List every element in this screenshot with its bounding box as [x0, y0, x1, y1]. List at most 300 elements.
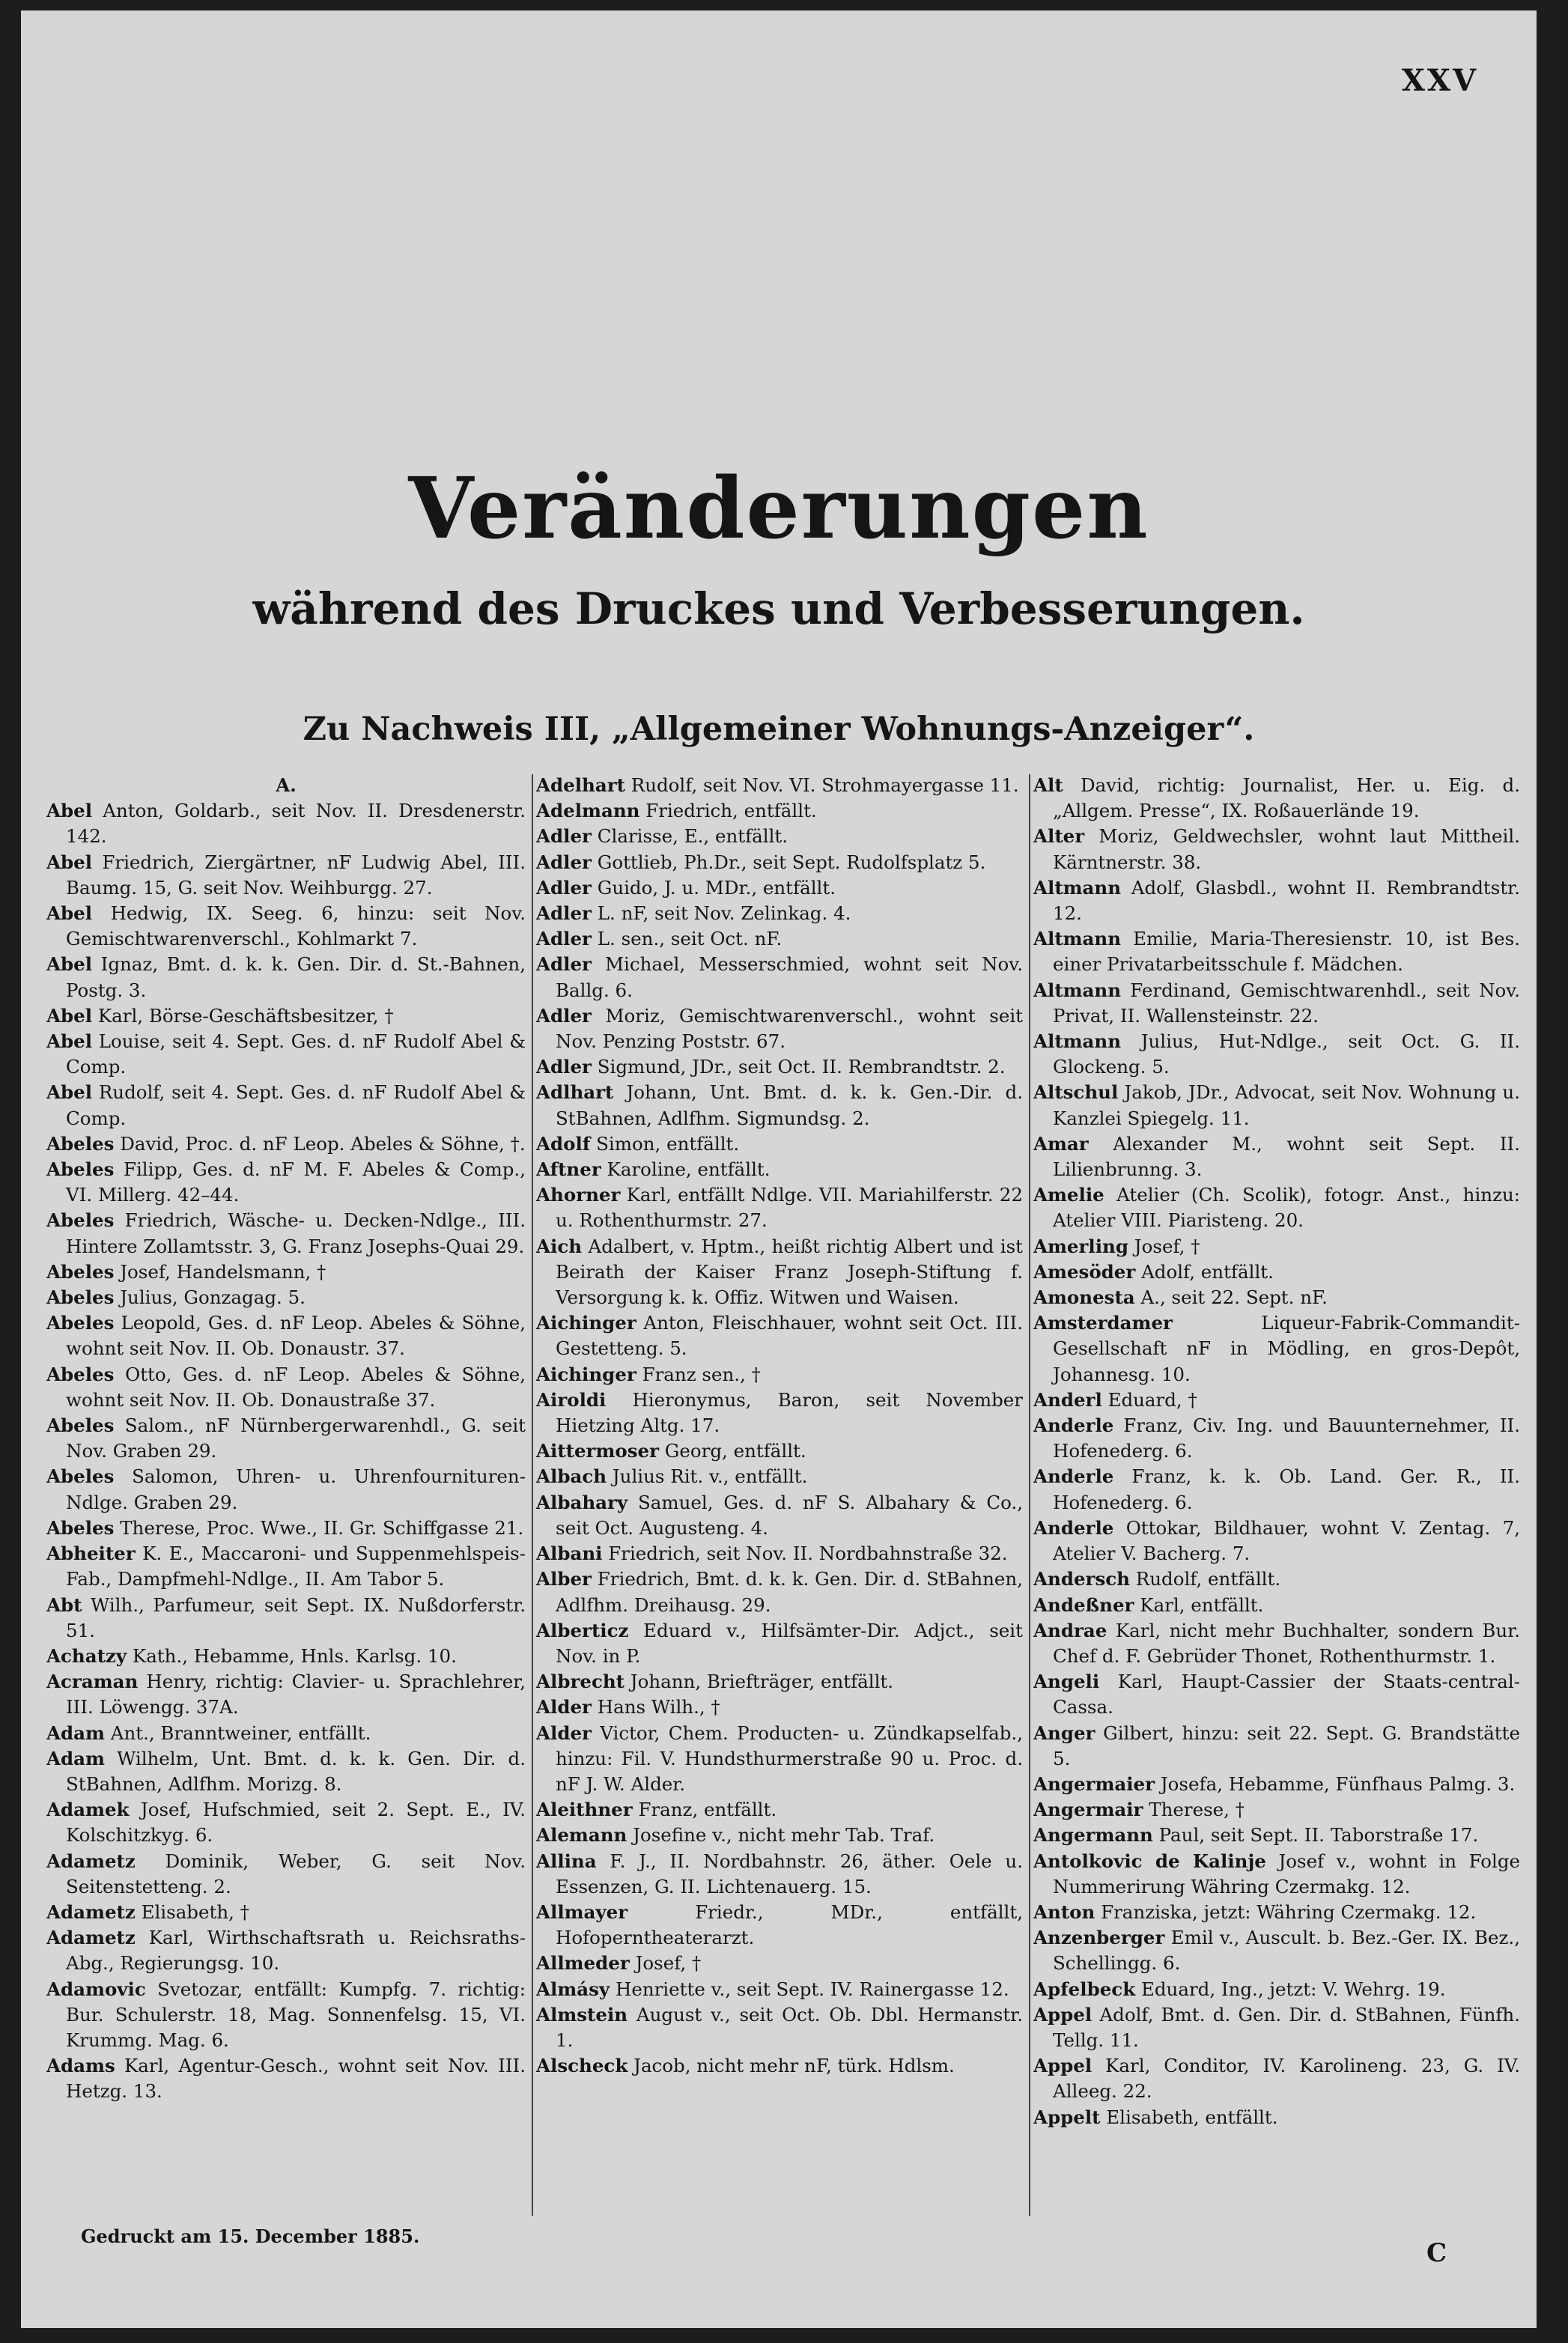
entry-name: Anderle [1033, 1465, 1114, 1488]
entry-name: Adamovic [46, 1978, 146, 2000]
entry-name: Aleithner [536, 1799, 633, 1821]
section-letter: A. [276, 774, 297, 796]
directory-entry [1033, 1310, 1520, 1388]
directory-entry [1033, 1080, 1520, 1131]
entry-name: Adametz [46, 1850, 136, 1872]
directory-entry [1033, 978, 1520, 1029]
directory-entry [1033, 1900, 1520, 1925]
directory-entry [536, 1131, 1023, 1157]
entry-text: Hedwig, IX. Seeg. 6, hinzu: seit Nov. Gemischtwarenverschl., Kohlmarkt 7. [66, 902, 526, 950]
entry-text: Wilhelm, Unt. Bmt. d. k. k. Gen. Dir. d. StBahnen, Adlfhm. Morizg. 8. [66, 1747, 526, 1795]
directory-entry [536, 1182, 1023, 1233]
entry-text: August v., seit Oct. Ob. Dbl. Hermanstr. 1. [556, 2003, 1023, 2051]
entry-name: Amonesta [1033, 1286, 1135, 1309]
page-title: Veränderungen [408, 460, 1149, 558]
entry-text: Victor, Chem. Producten- u. Zündkapselfab., hinzu: Fil. V. Hundsthurmerstraße 90 u. Proc. d. nF J. W. Alder. [556, 1721, 1023, 1795]
column-2-entries [536, 773, 1023, 2079]
directory-entry [1033, 1849, 1520, 1900]
entry-text: Johann, Briefträger, entfällt. [630, 1671, 894, 1693]
directory-entry [46, 1644, 526, 1669]
entry-text: Karl, Haupt-Cassier der Staats-central-Cassa. [1053, 1671, 1520, 1718]
directory-entry [46, 1259, 526, 1285]
entry-text: K. E., Maccaroni- und Suppenmehlspeis-Fab., Dampfmehl-Ndlge., II. Am Tabor 5. [66, 1543, 526, 1590]
entry-text: Sigmund, JDr., seit Oct. II. Rembrandtstr. 2. [597, 1056, 1006, 1078]
directory-entry [1033, 1566, 1520, 1592]
entry-text: Julius Rit. v., entfällt. [612, 1465, 808, 1488]
entry-text: Josef, Hufschmied, seit 2. Sept. E., IV. Kolschitzkyg. 6. [66, 1799, 526, 1847]
entry-text: Franz sen., † [642, 1363, 761, 1385]
directory-entry [46, 1669, 526, 1720]
entry-name: Appel [1033, 2055, 1093, 2077]
entry-text: Moriz, Gemischtwarenverschl., wohnt seit Nov. Penzing Poststr. 67. [556, 1004, 1023, 1053]
entry-name: Abeles [46, 1158, 115, 1181]
entry-text: Julius, Hut-Ndlge., seit Oct. G. II. Glockeng. 5. [1053, 1030, 1520, 1078]
entry-text: Friedrich, Bmt. d. k. k. Gen. Dir. d. StBahnen, Adlfhm. Dreihausg. 29. [556, 1568, 1023, 1616]
entry-name: Adam [46, 1721, 105, 1744]
entry-name: Abt [46, 1593, 82, 1616]
entry-text: Therese, † [1149, 1799, 1245, 1821]
entry-text: Josef, † [1134, 1235, 1200, 1257]
directory-entry [536, 1234, 1023, 1311]
entry-name: Ahorner [536, 1184, 621, 1206]
entry-name: Abel [46, 851, 93, 873]
entry-name: Altmann [1033, 928, 1122, 950]
directory-entry [46, 1746, 526, 1797]
entry-text: Filipp, Ges. d. nF M. F. Abeles & Comp., VI. Millerg. 42–44. [66, 1158, 526, 1206]
entry-text: Karl, Börse-Geschäftsbesitzer, † [97, 1004, 394, 1027]
entry-text: Michael, Messerschmied, wohnt seit Nov. Ballg. 6. [556, 953, 1023, 1001]
entry-name: Adler [536, 1004, 592, 1027]
entry-name: Anderle [1033, 1414, 1114, 1437]
entry-text: Karoline, entfällt. [607, 1158, 771, 1181]
entry-name: Abeles [46, 1414, 115, 1437]
directory-entry [536, 1669, 1023, 1695]
directory-entry [46, 952, 526, 1003]
entry-name: Altmann [1033, 979, 1122, 1001]
entry-name: Adler [536, 953, 592, 976]
directory-entry [536, 901, 1023, 926]
directory-entry [1033, 1234, 1520, 1259]
entry-text: Ottokar, Bildhauer, wohnt V. Zentag. 7, Atelier V. Bacherg. 7. [1053, 1516, 1520, 1565]
printed-date-note: Gedruckt am 15. December 1885. [81, 2225, 420, 2247]
directory-entry [1033, 1977, 1520, 2002]
entry-name: Alter [1033, 825, 1085, 848]
entry-name: Abel [46, 902, 93, 925]
directory-entry [536, 1388, 1023, 1438]
entry-text: Gilbert, hinzu: seit 22. Sept. G. Brandstätte 5. [1053, 1721, 1520, 1769]
entry-text: Franz, Civ. Ing. und Bauunternehmer, II. Hofenederg. 6. [1053, 1414, 1520, 1462]
entry-name: Abeles [46, 1465, 115, 1488]
entry-text: Ignaz, Bmt. d. k. k. Gen. Dir. d. St.-Bahnen, Postg. 3. [66, 953, 526, 1001]
entry-text: Franz, k. k. Ob. Land. Ger. R., II. Hofenederg. 6. [1053, 1465, 1520, 1513]
entry-name: Altmann [1033, 876, 1122, 899]
entry-text: Moriz, Geldwechsler, wohnt laut Mittheil. Kärntnerstr. 38. [1053, 825, 1520, 873]
entry-text: Kath., Hebamme, Hnls. Karlsg. 10. [132, 1644, 457, 1667]
entry-name: Amesöder [1033, 1260, 1136, 1283]
entry-name: Angeli [1033, 1671, 1100, 1693]
directory-entry [46, 1362, 526, 1413]
entry-name: Alder [536, 1721, 592, 1744]
entry-name: Aich [536, 1235, 583, 1257]
entry-text: Josefa, Hebamme, Fünfhaus Palmg. 3. [1160, 1772, 1516, 1795]
directory-entry [1033, 1029, 1520, 1080]
entry-name: Adelhart [536, 774, 625, 796]
directory-entry [46, 1541, 526, 1592]
entry-name: Abeles [46, 1132, 115, 1155]
entry-text: Franziska, jetzt: Währing Czermakg. 12. [1101, 1900, 1477, 1923]
entry-name: Appelt [1033, 2106, 1101, 2128]
directory-entry [46, 1003, 526, 1029]
directory-entry [536, 1003, 1023, 1054]
entry-name: Anderle [1033, 1516, 1114, 1539]
entry-text: Hans Wilh., † [597, 1696, 720, 1718]
directory-entry [46, 1977, 526, 2054]
entry-name: Anzenberger [1033, 1927, 1165, 1949]
directory-entry [536, 2002, 1023, 2053]
entry-name: Appel [1033, 2003, 1093, 2026]
entry-name: Abel [46, 1081, 93, 1104]
entry-text: Eduard, † [1107, 1388, 1197, 1411]
entry-text: Friedrich, entfällt. [645, 800, 817, 822]
directory-entry [1033, 1131, 1520, 1182]
entry-name: Almstein [536, 2003, 628, 2026]
column-3-entries [1033, 773, 1520, 2130]
entry-text: Rudolf, seit 4. Sept. Ges. d. nF Rudolf Abel & Comp. [66, 1081, 526, 1129]
directory-entry [1033, 773, 1520, 824]
column-3 [1033, 773, 1520, 2218]
entry-text: Dominik, Weber, G. seit Nov. Seitenstetteng. 2. [66, 1850, 526, 1897]
entry-text: Leopold, Ges. d. nF Leop. Abeles & Söhne, wohnt seit Nov. II. Ob. Donaustr. 37. [66, 1312, 526, 1360]
entry-text: Therese, Proc. Wwe., II. Gr. Schiffgasse 21. [120, 1516, 524, 1539]
directory-entry [536, 1823, 1023, 1848]
directory-entry [536, 1310, 1023, 1361]
directory-entry [1033, 875, 1520, 926]
entry-name: Abeles [46, 1312, 115, 1334]
entry-name: Andeßner [1033, 1593, 1134, 1616]
entry-text: Svetozar, entfällt: Kumpfg. 7. richtig: Bur. Schulerstr. 18, Mag. Sonnenfelsg. 15, VI. Krummg. Mag. 6. [66, 1978, 526, 2051]
entry-name: Abel [46, 1030, 93, 1053]
directory-entry [536, 1951, 1023, 1976]
entry-text: Josef v., wohnt in Folge Nummerirung Währing Czermakg. 12. [1053, 1850, 1520, 1897]
directory-entry [536, 1362, 1023, 1388]
entry-name: Adelmann [536, 800, 640, 822]
entry-name: Aftner [536, 1158, 601, 1181]
entry-name: Adlhart [536, 1081, 614, 1104]
entry-text: Samuel, Ges. d. nF S. Albahary & Co., seit Oct. Augusteng. 4. [556, 1491, 1023, 1539]
entry-name: Abel [46, 800, 93, 822]
entry-name: Airoldi [536, 1388, 607, 1411]
entry-text: Gottlieb, Ph.Dr., seit Sept. Rudolfsplatz 5. [597, 851, 986, 873]
signature-mark: C [1426, 2238, 1447, 2268]
entry-text: Otto, Ges. d. nF Leop. Abeles & Söhne, wohnt seit Nov. II. Ob. Donaustraße 37. [66, 1363, 526, 1411]
entry-text: Rudolf, entfällt. [1135, 1568, 1281, 1590]
entry-text: Guido, J. u. MDr., entfällt. [597, 876, 836, 899]
entry-text: Adalbert, v. Hptm., heißt richtig Albert und ist Beirath der Kaiser Franz Joseph-Stiftung f. Versorgung k. k. Offiz. Witwen und Waisen. [556, 1235, 1023, 1309]
entry-text: Josef, † [635, 1952, 702, 1975]
entry-name: Adler [536, 1056, 592, 1078]
directory-entry [1033, 1593, 1520, 1618]
entry-text: Anton, Fleischhauer, wohnt seit Oct. III. Gestetteng. 5. [556, 1312, 1023, 1360]
directory-entry [46, 1208, 526, 1259]
entry-name: Aichinger [536, 1312, 636, 1334]
entry-name: Abel [46, 953, 93, 976]
directory-entry [46, 1464, 526, 1515]
entry-text: Hieronymus, Baron, seit November Hietzing Altg. 17. [556, 1388, 1023, 1437]
directory-entry [536, 1541, 1023, 1566]
directory-entry [46, 1029, 526, 1080]
directory-entry [1033, 926, 1520, 977]
directory-entry [536, 1157, 1023, 1182]
directory-entry [1033, 824, 1520, 875]
directory-entry [1033, 2002, 1520, 2053]
directory-entry [1033, 1259, 1520, 1285]
entry-name: Alt [1033, 774, 1063, 796]
entry-name: Allmayer [536, 1900, 628, 1923]
entry-name: Amar [1033, 1132, 1089, 1155]
entry-text: Franz, entfällt. [638, 1799, 777, 1821]
directory-entry [1033, 1925, 1520, 1976]
entry-text: Josef, Handelsmann, † [120, 1260, 326, 1283]
directory-entry [46, 1080, 526, 1131]
directory-entry [536, 1464, 1023, 1489]
entry-name: Adler [536, 902, 592, 925]
entry-text: Clarisse, E., entfällt. [597, 825, 788, 848]
entry-name: Abheiter [46, 1543, 136, 1565]
entry-name: Anger [1033, 1721, 1096, 1744]
directory-entry [46, 1721, 526, 1746]
entry-name: Abeles [46, 1286, 115, 1309]
directory-entry [1033, 1721, 1520, 1772]
entry-text: Simon, entfällt. [596, 1132, 740, 1155]
directory-entry [1033, 1413, 1520, 1464]
entry-text: A., seit 22. Sept. nF. [1140, 1286, 1328, 1309]
directory-entry [536, 1490, 1023, 1541]
column-2 [536, 773, 1023, 2218]
entry-name: Anderl [1033, 1388, 1102, 1411]
entry-text: Wilh., Parfumeur, seit Sept. IX. Nußdorferstr. 51. [66, 1593, 526, 1641]
entry-name: Alberticz [536, 1619, 629, 1641]
entry-text: Jacob, nicht mehr nF, türk. Hdlsm. [633, 2055, 955, 2077]
directory-entry [1033, 1285, 1520, 1310]
directory-entry [46, 1310, 526, 1361]
page-number: XXV [1401, 63, 1478, 98]
entry-name: Albani [536, 1543, 603, 1565]
directory-entry [536, 875, 1023, 901]
entry-name: Adametz [46, 1927, 136, 1949]
directory-entry [1033, 1182, 1520, 1233]
entry-name: Almásy [536, 1978, 610, 2000]
directory-entry [536, 1900, 1023, 1951]
directory-entry [1033, 1618, 1520, 1669]
directory-entry [1033, 1516, 1520, 1566]
entry-text: Ferdinand, Gemischtwarenhdl., seit Nov. Privat, II. Wallensteinstr. 22. [1053, 979, 1520, 1027]
directory-entry [536, 2053, 1023, 2079]
directory-entry [536, 1566, 1023, 1617]
directory-entry [536, 1080, 1023, 1131]
directory-entry [1033, 1797, 1520, 1823]
directory-entry [1033, 1464, 1520, 1515]
directory-entry [536, 773, 1023, 798]
entry-text: Georg, entfällt. [664, 1440, 806, 1462]
entry-name: Altschul [1033, 1081, 1119, 1104]
directory-entry [46, 1157, 526, 1208]
entry-name: Angermann [1033, 1824, 1153, 1847]
entry-name: Allina [536, 1850, 597, 1872]
entry-name: Amsterdamer [1033, 1312, 1173, 1334]
entry-text: Eduard, Ing., jetzt: V. Wehrg. 19. [1140, 1978, 1446, 2000]
entry-text: Atelier (Ch. Scolik), fotogr. Anst., hinzu: Atelier VIII. Piaristeng. 20. [1053, 1184, 1520, 1232]
entry-name: Amelie [1033, 1184, 1104, 1206]
entry-text: Elisabeth, entfällt. [1106, 2106, 1278, 2128]
entry-text: Liqueur-Fabrik-Commandit-Gesellschaft nF in Mödling, en gros-Depôt, Johannesg. 10. [1053, 1312, 1520, 1385]
entry-name: Albahary [536, 1491, 628, 1513]
section-heading: Zu Nachweis III, „Allgemeiner Wohnungs-Anzeiger“. [303, 711, 1255, 748]
directory-entry [46, 1900, 526, 1925]
entry-name: Altmann [1033, 1030, 1122, 1053]
entry-name: Acraman [46, 1671, 139, 1693]
directory-entry [536, 1977, 1023, 2002]
entry-name: Adler [536, 851, 592, 873]
entry-name: Alscheck [536, 2055, 628, 2077]
entry-text: David, Proc. d. nF Leop. Abeles & Söhne, †. [120, 1132, 526, 1155]
entry-text: Karl, entfällt. [1140, 1593, 1264, 1616]
directory-entry [46, 1413, 526, 1464]
directory-entry [1033, 1388, 1520, 1413]
entry-name: Angermaier [1033, 1772, 1155, 1795]
entry-text: Eduard v., Hilfsämter-Dir. Adjct., seit Nov. in P. [556, 1619, 1023, 1667]
entry-text: Adolf, Glasbdl., wohnt II. Rembrandtstr. 12. [1053, 876, 1520, 925]
directory-entry [536, 850, 1023, 875]
entry-name: Angermair [1033, 1799, 1143, 1821]
column-1 [46, 773, 526, 2218]
directory-entry [536, 1721, 1023, 1798]
entry-text: Emilie, Maria-Theresienstr. 10, ist Bes. einer Privatarbeitsschule f. Mädchen. [1053, 928, 1520, 976]
entry-name: Apfelbeck [1033, 1978, 1136, 2000]
entry-text: Louise, seit 4. Sept. Ges. d. nF Rudolf Abel & Comp. [66, 1030, 526, 1078]
entry-name: Aittermoser [536, 1440, 659, 1462]
entry-name: Adam [46, 1747, 105, 1769]
directory-entry [536, 1438, 1023, 1464]
directory-entry [1033, 1772, 1520, 1797]
entry-name: Adler [536, 825, 592, 848]
entry-name: Anton [1033, 1900, 1096, 1923]
entry-text: Salomon, Uhren- u. Uhrenfournituren-Ndlge. Graben 29. [66, 1465, 526, 1513]
directory-entry [536, 1618, 1023, 1669]
entry-name: Adler [536, 876, 592, 899]
entry-text: Julius, Gonzagag. 5. [120, 1286, 306, 1309]
directory-entry [46, 1131, 526, 1157]
entry-text: Johann, Unt. Bmt. d. k. k. Gen.-Dir. d. StBahnen, Adlfhm. Sigmundsg. 2. [556, 1081, 1023, 1129]
entry-text: Karl, Conditor, IV. Karolineng. 23, G. IV. Alleeg. 22. [1053, 2055, 1520, 2103]
column-divider [1029, 774, 1030, 2216]
entry-name: Amerling [1033, 1235, 1128, 1257]
entry-name: Adams [46, 2055, 115, 2077]
entry-name: Andrae [1033, 1619, 1107, 1641]
entry-text: Alexander M., wohnt seit Sept. II. Lilienbrunng. 3. [1053, 1132, 1520, 1181]
directory-entry [536, 1849, 1023, 1900]
column-1-entries [46, 798, 526, 2104]
entry-text: L. sen., seit Oct. nF. [597, 928, 783, 950]
page-subtitle: während des Druckes und Verbesserungen. [252, 583, 1305, 634]
entry-text: Karl, Wirthschaftsrath u. Reichsraths-Abg., Regierungsg. 10. [66, 1927, 526, 1975]
entry-text: Emil v., Auscult. b. Bez.-Ger. IX. Bez., Schellingg. 6. [1053, 1927, 1520, 1975]
directory-entry [536, 824, 1023, 849]
entry-name: Abeles [46, 1260, 115, 1283]
entry-text: F. J., II. Nordbahnstr. 26, äther. Oele u. Essenzen, G. II. Lichtenauerg. 15. [556, 1850, 1023, 1897]
entry-text: Ant., Branntweiner, entfällt. [110, 1721, 371, 1744]
directory-entry [46, 1285, 526, 1310]
entry-text: Josefine v., nicht mehr Tab. Traf. [633, 1824, 935, 1847]
directory-entry [46, 1797, 526, 1848]
entry-name: Abeles [46, 1209, 115, 1232]
entry-name: Albach [536, 1465, 607, 1488]
directory-entry [46, 1849, 526, 1900]
column-divider [532, 774, 533, 2216]
entry-text: L. nF, seit Nov. Zelinkag. 4. [597, 902, 851, 925]
directory-entry [536, 1695, 1023, 1720]
entry-text: Friedrich, Ziergärtner, nF Ludwig Abel, III. Baumg. 15, G. seit Nov. Weihburgg. 27. [66, 851, 526, 899]
entry-name: Abeles [46, 1363, 115, 1385]
entry-name: Alder [536, 1696, 592, 1718]
entry-name: Alemann [536, 1824, 627, 1847]
directory-entry [1033, 1823, 1520, 1848]
entry-text: Elisabeth, † [141, 1900, 249, 1923]
entry-name: Aichinger [536, 1363, 636, 1385]
entry-name: Allmeder [536, 1952, 630, 1975]
directory-entry [536, 798, 1023, 824]
entry-text: Adolf, Bmt. d. Gen. Dir. d. StBahnen, Fünfh. Tellg. 11. [1053, 2003, 1520, 2051]
directory-entry [1033, 1669, 1520, 1720]
directory-entry [46, 850, 526, 901]
entry-name: Achatzy [46, 1644, 127, 1667]
directory-entry [46, 1593, 526, 1644]
page [21, 10, 1537, 2328]
entry-text: Anton, Goldarb., seit Nov. II. Dresdenerstr. 142. [66, 800, 526, 848]
entry-text: Rudolf, seit Nov. VI. Strohmayergasse 11. [630, 774, 1019, 796]
entry-text: Friedrich, Wäsche- u. Decken-Ndlge., III. Hintere Zollamtsstr. 3, G. Franz Josephs-Quai 29. [66, 1209, 526, 1257]
directory-entry [46, 798, 526, 849]
entry-text: Friedr., MDr., entfällt, Hofoperntheaterarzt. [556, 1900, 1023, 1949]
directory-entry [536, 1797, 1023, 1823]
directory-entry [1033, 2053, 1520, 2104]
directory-entry [536, 952, 1023, 1003]
entry-text: Henriette v., seit Sept. IV. Rainergasse 12. [615, 1978, 1009, 2000]
entry-text: Adolf, entfällt. [1141, 1260, 1274, 1283]
entry-text: Karl, Agentur-Gesch., wohnt seit Nov. III. Hetzg. 13. [66, 2055, 526, 2103]
entry-name: Andersch [1033, 1568, 1130, 1590]
entry-text: Karl, entfällt Ndlge. VII. Mariahilferstr. 22 u. Rothenthurmstr. 27. [556, 1184, 1023, 1232]
entry-name: Adolf [536, 1132, 591, 1155]
entry-name: Abeles [46, 1516, 115, 1539]
entry-text: David, richtig: Journalist, Her. u. Eig. d. „Allgem. Presse“, IX. Roßauerlände 19. [1053, 774, 1520, 822]
entry-text: Karl, nicht mehr Buchhalter, sondern Bur. Chef d. F. Gebrüder Thonet, Rothenthurmstr. 1. [1053, 1619, 1520, 1667]
entry-name: Antolkovic de Kalinje [1033, 1850, 1266, 1872]
entry-text: Jakob, JDr., Advocat, seit Nov. Wohnung u. Kanzlei Spiegelg. 11. [1053, 1081, 1520, 1129]
entry-text: Henry, richtig: Clavier- u. Sprachlehrer, III. Löwengg. 37A. [66, 1671, 526, 1718]
entry-text: Paul, seit Sept. II. Taborstraße 17. [1158, 1824, 1479, 1847]
directory-entry [1033, 2105, 1520, 2130]
directory-entry [46, 1925, 526, 1976]
directory-entry [536, 926, 1023, 952]
entry-name: Alber [536, 1568, 592, 1590]
directory-entry [536, 1054, 1023, 1080]
entry-name: Albrecht [536, 1671, 625, 1693]
entry-name: Adamek [46, 1799, 130, 1821]
directory-entry [46, 2053, 526, 2104]
entry-name: Adametz [46, 1900, 136, 1923]
entry-name: Adler [536, 928, 592, 950]
entry-name: Abel [46, 1004, 93, 1027]
